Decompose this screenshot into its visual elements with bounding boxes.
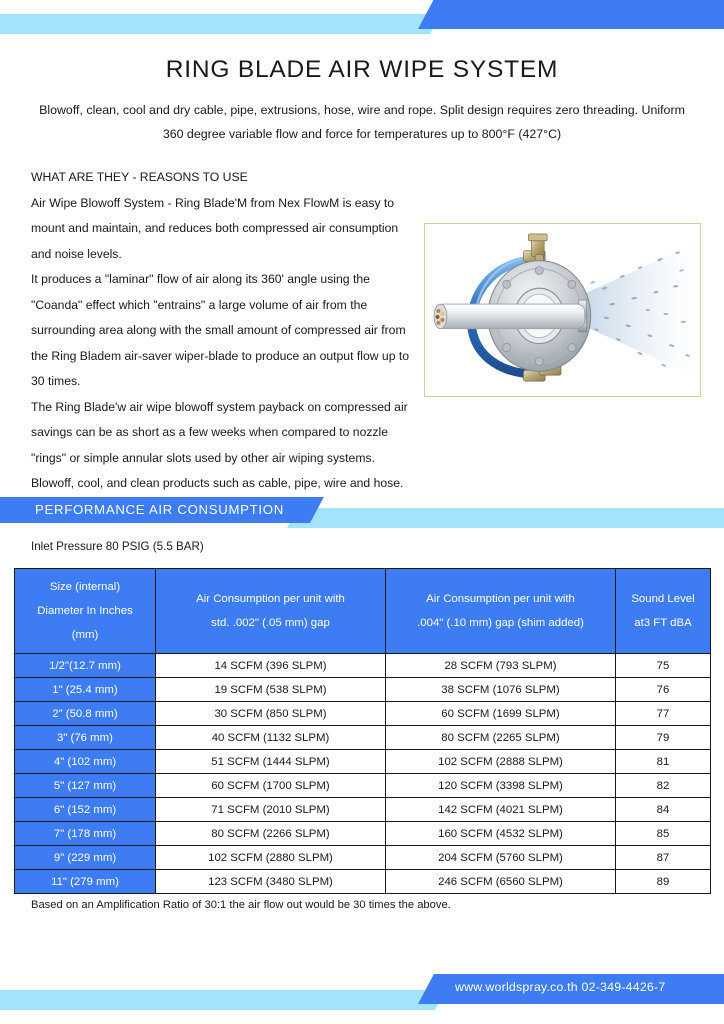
ring-blade-air-wipe-illustration (428, 227, 697, 393)
cell-std-gap: 14 SCFM (396 SLPM) (156, 654, 386, 678)
column-header-size-line-1: Size (internal) (49, 581, 121, 593)
column-header-shim-gap-line-2: .004" (.10 mm) gap (shim added) (417, 617, 584, 629)
cell-sound-level: 87 (616, 846, 711, 870)
intro-heading: WHAT ARE THEY - REASONS TO USE (31, 170, 248, 184)
cell-std-gap: 40 SCFM (1132 SLPM) (156, 726, 386, 750)
cell-shim-gap: 28 SCFM (793 SLPM) (386, 654, 616, 678)
table-row (15, 798, 711, 822)
cell-sound-level: 76 (616, 678, 711, 702)
footer-light-stripe-angled (0, 990, 446, 1010)
cell-sound-level: 85 (616, 822, 711, 846)
table-row (15, 870, 711, 894)
section-title: PERFORMANCE AIR CONSUMPTION (35, 502, 284, 517)
column-header-sound-level-line-2: at3 FT dBA (634, 617, 692, 629)
table-row (15, 846, 711, 870)
cell-size: 4" (102 mm) (15, 750, 156, 774)
cell-size: 11" (279 mm) (15, 870, 156, 894)
table-row (15, 678, 711, 702)
table-row (15, 750, 711, 774)
cell-size: 7" (178 mm) (15, 822, 156, 846)
table-row (15, 702, 711, 726)
cell-std-gap: 123 SCFM (3480 SLPM) (156, 870, 386, 894)
cell-std-gap: 19 SCFM (538 SLPM) (156, 678, 386, 702)
cell-shim-gap: 102 SCFM (2888 SLPM) (386, 750, 616, 774)
cell-std-gap: 102 SCFM (2880 SLPM) (156, 846, 386, 870)
column-header-std-gap-line-2: std. .002" (.05 mm) gap (211, 617, 330, 629)
inlet-pressure-note: Inlet Pressure 80 PSIG (5.5 BAR) (31, 540, 204, 553)
table-row (15, 822, 711, 846)
cell-shim-gap: 120 SCFM (3398 SLPM) (386, 774, 616, 798)
column-header-shim-gap (386, 569, 616, 654)
table-header (15, 569, 711, 654)
intro-paragraph-3: The Ring Blade'w air wipe blowoff system payback on compressed air savings can be as short as a few weeks when compared to nozzle "rings" or simple annular slots used by other air wiping systems. Blowoff, cool, and clean products such as cable, pipe, wire and hose. (31, 399, 408, 490)
footer-contact-text[interactable]: www.worldspray.co.th 02-349-4426-7 (455, 980, 666, 994)
cell-sound-level: 75 (616, 654, 711, 678)
table-row (15, 726, 711, 750)
column-header-std-gap (156, 569, 386, 654)
cell-shim-gap: 80 SCFM (2265 SLPM) (386, 726, 616, 750)
cell-size: 6" (152 mm) (15, 798, 156, 822)
cell-sound-level: 82 (616, 774, 711, 798)
cell-size: 1" (25.4 mm) (15, 678, 156, 702)
table-body (15, 654, 711, 894)
intro-text-column (31, 165, 411, 497)
cell-sound-level: 89 (616, 870, 711, 894)
cell-size: 5" (127 mm) (15, 774, 156, 798)
cell-shim-gap: 246 SCFM (6560 SLPM) (386, 870, 616, 894)
cell-sound-level: 79 (616, 726, 711, 750)
cell-sound-level: 81 (616, 750, 711, 774)
cell-std-gap: 30 SCFM (850 SLPM) (156, 702, 386, 726)
air-consumption-table (14, 568, 711, 894)
intro-paragraph-1: Air Wipe Blowoff System - Ring Blade'M from Nex FlowM is easy to mount and maintain, and reduces both compressed air consumption and noise levels. (31, 195, 399, 261)
column-header-sound-level (616, 569, 711, 654)
product-photo (428, 227, 697, 393)
cell-size: 1/2"(12.7 mm) (15, 654, 156, 678)
top-decorative-banner (0, 0, 724, 44)
column-header-size (15, 569, 156, 654)
cell-size: 9" (229 mm) (15, 846, 156, 870)
section-band-light-stripe-angled (287, 508, 724, 528)
cell-std-gap: 71 SCFM (2010 SLPM) (156, 798, 386, 822)
cell-sound-level: 84 (616, 798, 711, 822)
cell-shim-gap: 204 SCFM (5760 SLPM) (386, 846, 616, 870)
cell-shim-gap: 60 SCFM (1699 SLPM) (386, 702, 616, 726)
cell-sound-level: 77 (616, 702, 711, 726)
column-header-size-line-2: Diameter In Inches (37, 605, 133, 617)
cell-std-gap: 51 SCFM (1444 SLPM) (156, 750, 386, 774)
cell-std-gap: 60 SCFM (1700 SLPM) (156, 774, 386, 798)
section-header-band (0, 495, 724, 535)
cell-std-gap: 80 SCFM (2266 SLPM) (156, 822, 386, 846)
intro-paragraph-2: It produces a "laminar" flow of air along its 360' angle using the "Coanda" effect which "entrains" a large volume of air from the surrounding area along with the small amount of compressed air from the Ring Bladem air-saver wiper-blade to produce an output flow up to 30 times. (31, 272, 410, 388)
column-header-shim-gap-line-1: Air Consumption per unit with (426, 593, 575, 605)
cell-size: 2" (50.8 mm) (15, 702, 156, 726)
table-row (15, 654, 711, 678)
bottom-decorative-banner (0, 960, 724, 1024)
cell-shim-gap: 142 SCFM (4021 SLPM) (386, 798, 616, 822)
top-banner-dark-stripe-angled (418, 0, 724, 29)
top-banner-light-stripe-angled (0, 14, 441, 34)
column-header-sound-level-line-1: Sound Level (631, 593, 695, 605)
cell-shim-gap: 160 SCFM (4532 SLPM) (386, 822, 616, 846)
table-header-row (15, 569, 711, 654)
cable (434, 304, 585, 329)
column-header-size-line-3: (mm) (71, 629, 99, 641)
cell-size: 3" (76 mm) (15, 726, 156, 750)
cell-shim-gap: 38 SCFM (1076 SLPM) (386, 678, 616, 702)
column-header-std-gap-line-1: Air Consumption per unit with (196, 593, 345, 605)
product-photo-frame (424, 223, 701, 397)
page-title: RING BLADE AIR WIPE SYSTEM (165, 56, 559, 83)
page-subtitle: Blowoff, clean, cool and dry cable, pipe, extrusions, hose, wire and rope. Split design requires zero threading. Uniform 360 degree variable flow and force for temperatures up to 800°F (427°C) (39, 103, 685, 141)
table-row (15, 774, 711, 798)
table-footnote: Based on an Amplification Ratio of 30:1 the air flow out would be 30 times the above. (31, 899, 451, 911)
